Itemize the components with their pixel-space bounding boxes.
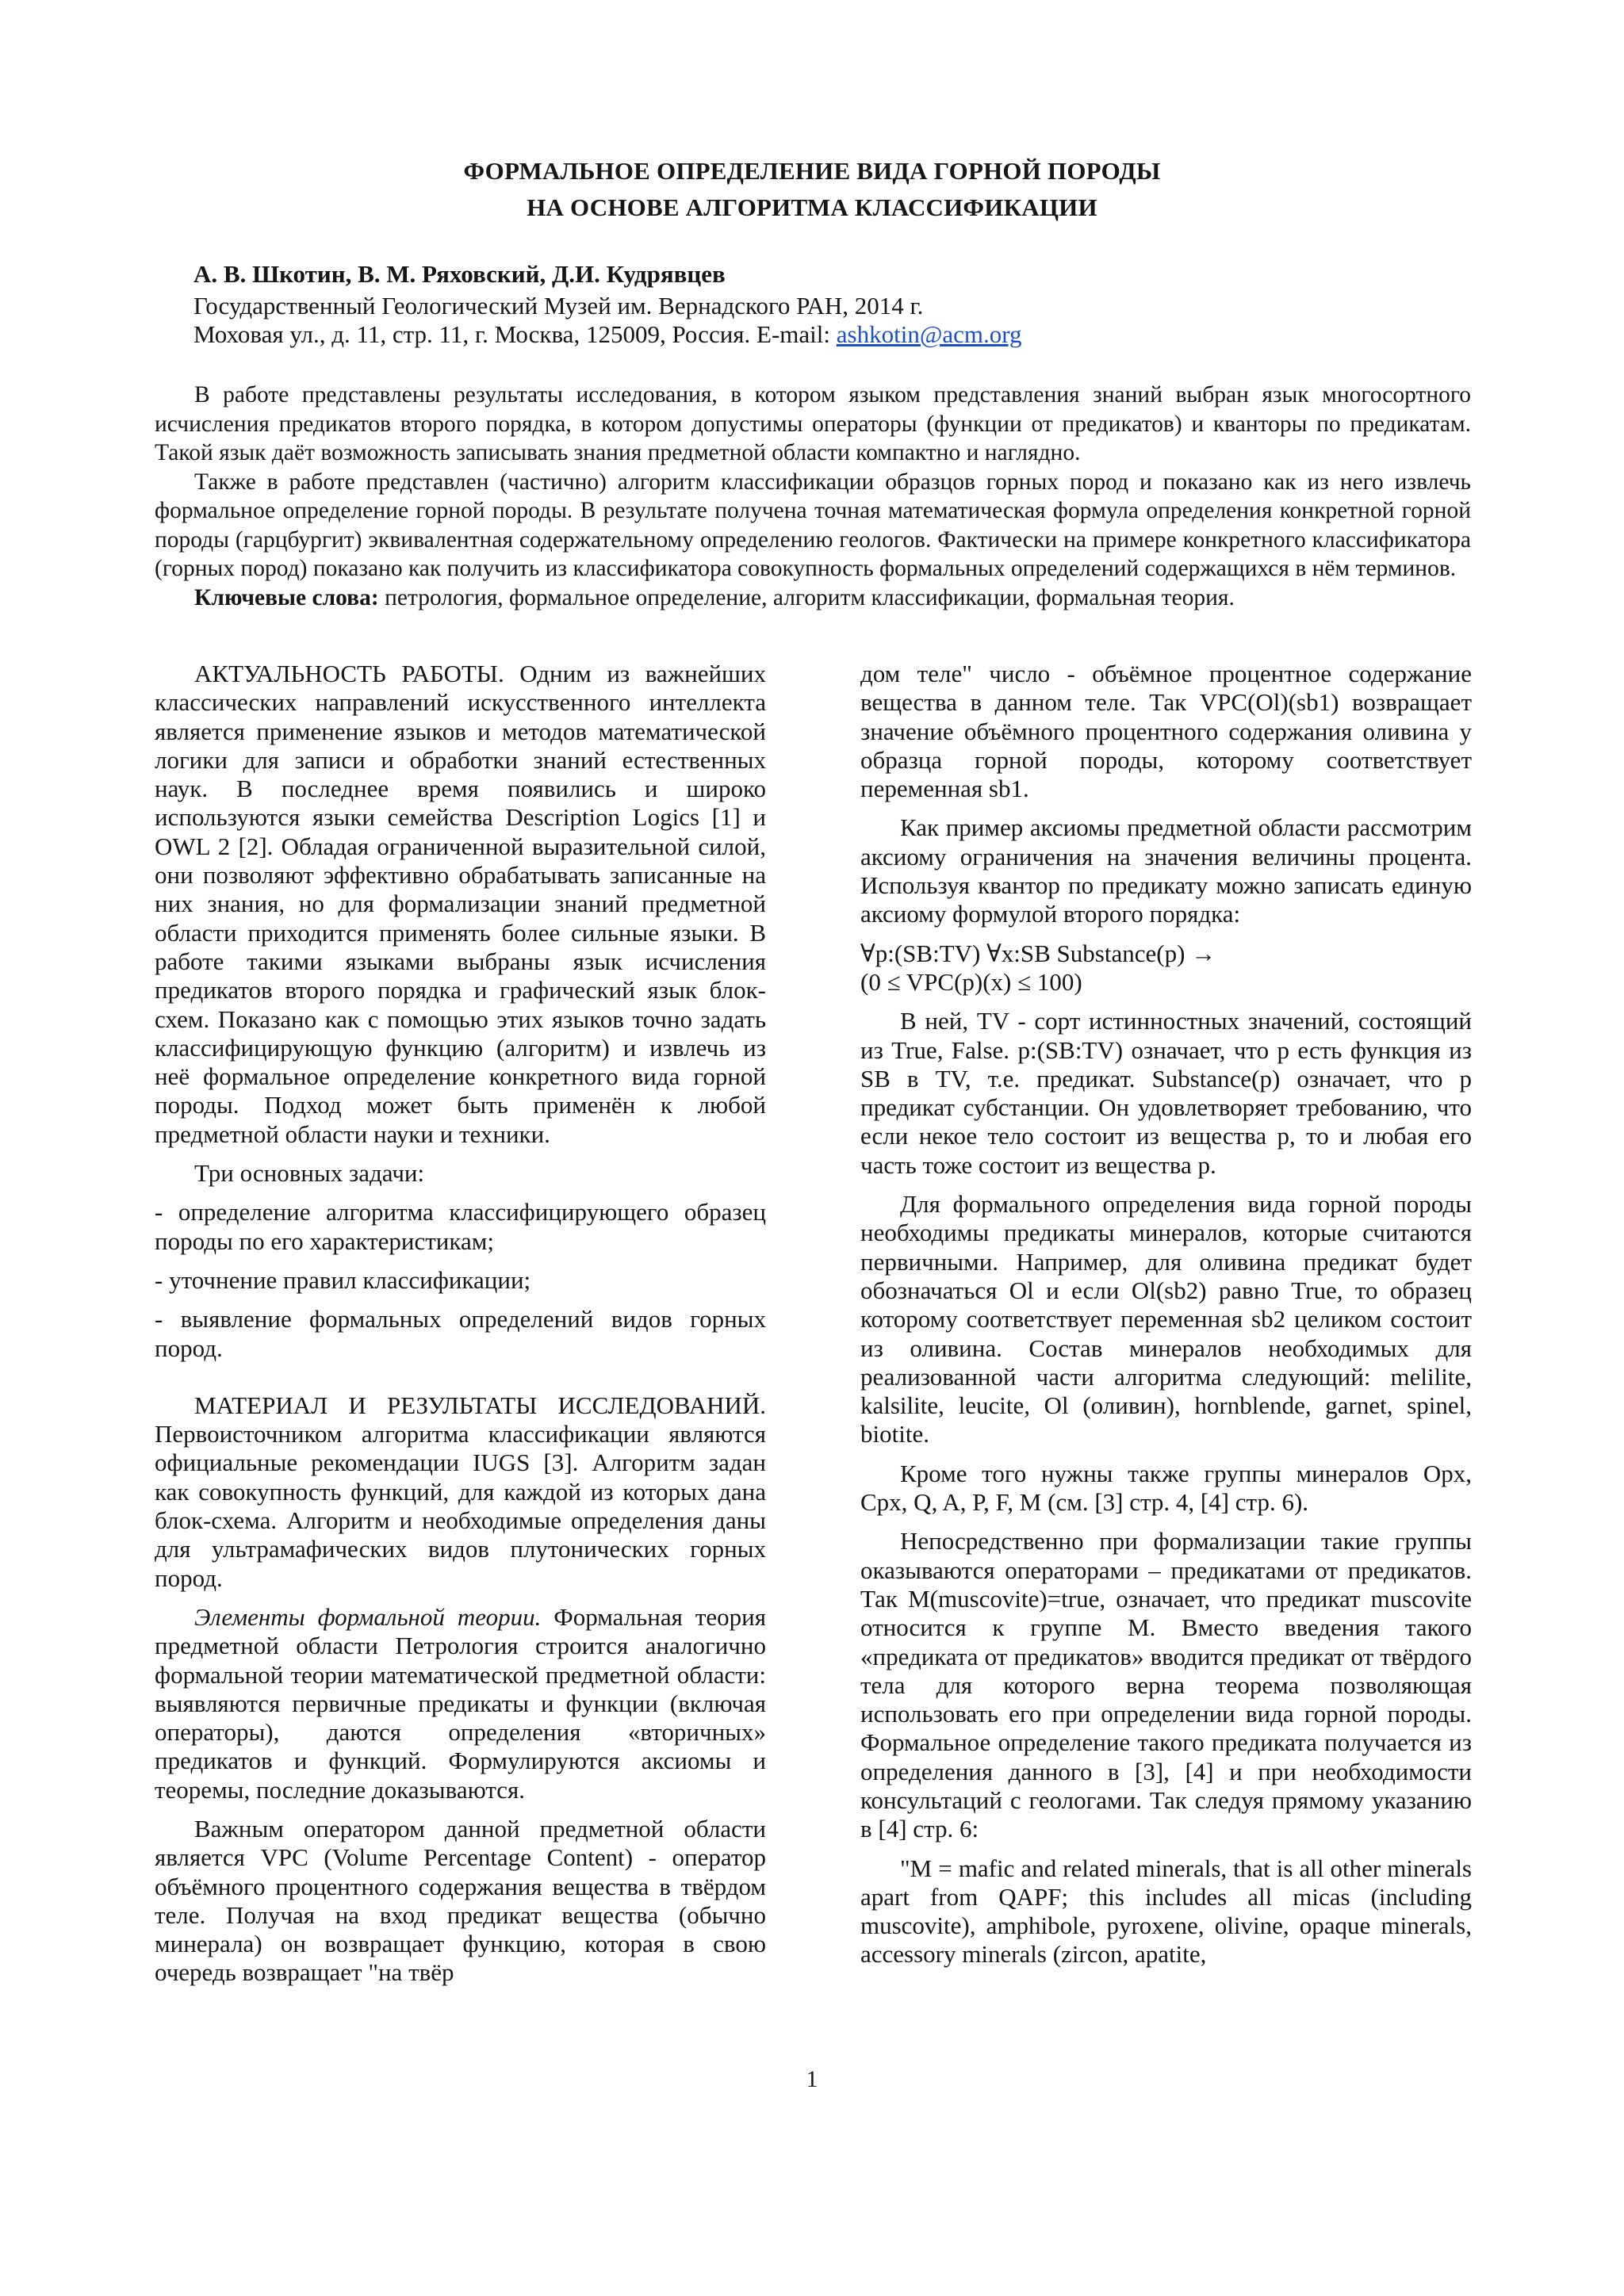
section-subheading: Элементы формальной теории. bbox=[194, 1602, 542, 1631]
left-paragraph-2: Три основных задачи: bbox=[194, 1159, 425, 1188]
axiom-formula bbox=[860, 939, 1472, 997]
keywords-text: петрология, формальное определение, алгоритм классификации, формальная теория. bbox=[378, 584, 1235, 610]
right-paragraph-7: "M = mafic and related minerals, that is all other minerals apart from QAPF; this includes all micas (including muscovite), amphibole, pyroxene, olivine, opaque minerals, accessory minerals (zircon, apatite, bbox=[860, 1854, 1472, 1969]
left-paragraph-4: - уточнение правил классификации; bbox=[155, 1265, 531, 1294]
right-column bbox=[860, 660, 1472, 1980]
right-paragraph-2: Как пример аксиомы предметной области рассмотрим аксиому ограничения на значения величины процента. Используя квантор по предикату можно записать единую аксиому формулой второго порядка: bbox=[860, 813, 1472, 928]
abstract-paragraph-1: В работе представлены результаты исследования, в котором языком представления знаний выбран язык многосортного исчисления предикатов второго порядка, в котором допустимы операторы (функции от предикатов) и кванторы по предикатам. Такой язык даёт возможность записывать знания предметной области компактно и наглядно. bbox=[155, 382, 1471, 465]
right-paragraph-3: В ней, TV - сорт истинностных значений, состоящий из True, False. p:(SB:TV) означает, что p есть функция из SB в TV, т.е. предикат. Substance(p) означает, что p предикат субстанции. Он удовлетворяет требованию, что если некое тело состоит из вещества p, то и любая его часть тоже состоит из вещества p. bbox=[860, 1007, 1472, 1179]
formula-line-2: (0 ≤ VPC(p)(x) ≤ 100) bbox=[860, 967, 1082, 996]
affiliation-line-1: Государственный Геологический Музей им. Вернадского РАН, 2014 г. bbox=[193, 292, 924, 320]
left-paragraph-7-text: Формальная теория предметной области Петрология строится аналогично формальной теории математической предметной области: выявляются первичные предикаты и функции (включая операторы), даются определения «вторичных» предикатов и функций. Формулируются аксиомы и теоремы, последние доказываются. bbox=[155, 1602, 766, 1804]
left-paragraph-6: МАТЕРИАЛ И РЕЗУЛЬТАТЫ ИССЛЕДОВАНИЙ. Первоисточником алгоритма классификации являются официальные рекомендации IUGS [3]. Алгоритм задан как совокупность функций, для каждой из которых дана блок-схема. Алгоритм и необходимые определения даны для ультрамафических видов плутонических горных пород. bbox=[155, 1391, 766, 1592]
right-paragraph-6: Непосредственно при формализации такие группы оказываются операторами – предикатами от предикатов. Так M(muscovite)=true, означает, что предикат muscovite относится к группе M. Вместо введения такого «предиката от предикатов» вводится предикат от твёрдого тела для которого верна теорема позволяющая использовать его при определении вида горной породы. Формальное определение такого предиката получается из определения данного в [3], [4] и при необходимости консультаций с геологами. Так следуя прямому указанию в [4] стр. 6: bbox=[860, 1527, 1472, 1843]
left-column bbox=[155, 660, 766, 1998]
left-paragraph-1: АКТУАЛЬНОСТЬ РАБОТЫ. Одним из важнейших классических направлений искусственного интеллекта является применение языков и методов математической логики для записи и обработки знаний естественных наук. В последнее время появились и широко используются языки семейства Description Logics [1] и OWL 2 [2]. Обладая ограниченной выразительной силой, они позволяют эффективно обрабатывать записанные на них знания, но для формализации знаний предметной области приходится применять более сильные языки. В работе такими языками выбраны язык исчисления предикатов второго порядка и графический язык блок-схем. Показано как с помощью этих языков точно задать классифицирующую функцию (алгоритм) и извлечь из неё формальное определение конкретного вида горной породы. Подход может быть применён к любой предметной области науки и техники. bbox=[155, 660, 766, 1148]
page-number: 1 bbox=[806, 2066, 818, 2092]
abstract bbox=[155, 381, 1471, 612]
address-text: Моховая ул., д. 11, стр. 11, г. Москва, 125009, Россия. E-mail: bbox=[193, 320, 837, 348]
title-line-1: ФОРМАЛЬНОЕ ОПРЕДЕЛЕНИЕ ВИДА ГОРНОЙ ПОРОДЫ bbox=[463, 157, 1161, 185]
affiliation-line-2 bbox=[193, 320, 1462, 349]
right-paragraph-1: дом теле" число - объёмное процентное содержание вещества в данном теле. Так VPC(Ol)(sb1) возвращает значение объёмного процентного содержания оливина у образца горной породы, которому соответствует переменная sb1. bbox=[860, 660, 1472, 803]
keywords bbox=[155, 584, 1471, 613]
left-paragraph-3: - определение алгоритма классифицирующего образец породы по его характеристикам; bbox=[155, 1198, 766, 1255]
left-paragraph-5: - выявление формальных определений видов горных пород. bbox=[155, 1305, 766, 1362]
right-paragraph-4: Для формального определения вида горной породы необходимы предикаты минералов, которые считаются первичными. Например, для оливина предикат будет обозначаться Ol и если Ol(sb2) равно True, то образец которому соответствует переменная sb2 целиком состоит из оливина. Состав минералов необходимых для реализованной части алгоритма следующий: melilite, kalsilite, leucite, Ol (оливин), hornblende, garnet, spinel, biotite. bbox=[860, 1190, 1472, 1448]
paper-title bbox=[193, 153, 1431, 226]
keywords-label: Ключевые слова: bbox=[194, 584, 379, 610]
left-paragraph-8: Важным оператором данной предметной области является VPC (Volume Percentage Content) - оператор объёмного процентного содержания вещества в твёрдом теле. Получая на вход предикат вещества (обычно минерала) он возвращает функцию, которая в свою очередь возвращает "на твёр bbox=[155, 1814, 766, 1987]
email-link[interactable]: ashkotin@acm.org bbox=[836, 320, 1022, 348]
title-line-2: НА ОСНОВЕ АЛГОРИТМА КЛАССИФИКАЦИИ bbox=[527, 193, 1097, 221]
right-paragraph-5: Кроме того нужны также группы минералов Opx, Cpx, Q, A, P, F, M (см. [3] стр. 4, [4] стр. 6). bbox=[860, 1459, 1472, 1517]
abstract-paragraph-2: Также в работе представлен (частично) алгоритм классификации образцов горных пород и показано как из него извлечь формальное определение горной породы. В результате получена точная математическая формула определения конкретной горной породы (гарцбургит) эквивалентная содержательному определению геологов. Фактически на примере конкретного классификатора (горных пород) показано как получить из классификатора совокупность формальных определений содержащихся в нём терминов. bbox=[155, 469, 1471, 581]
left-paragraph-7 bbox=[155, 1603, 766, 1804]
formula-line-1: ∀p:(SB:TV) ∀x:SB Substance(p) → bbox=[860, 939, 1216, 967]
authors: А. В. Шкотин, В. М. Ряховский, Д.И. Кудрявцев bbox=[193, 260, 726, 288]
